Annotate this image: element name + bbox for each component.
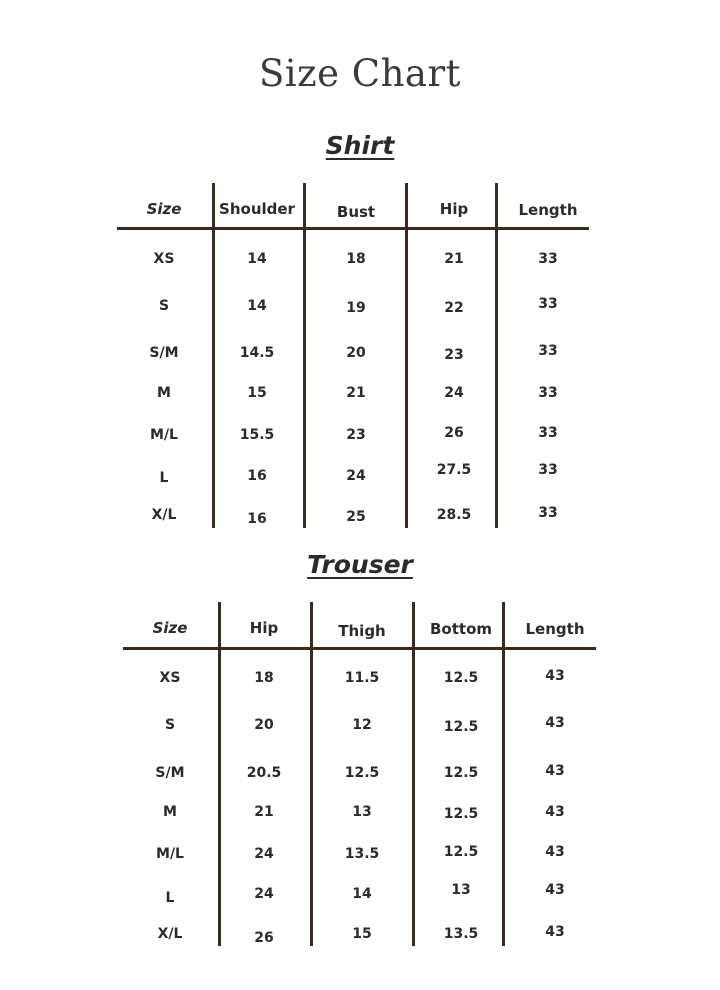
trouser-column-header: Hip xyxy=(249,619,279,637)
shirt-table-cell: 33 xyxy=(538,505,558,521)
shirt-table-cell: X/L xyxy=(151,507,177,523)
trouser-table-cell: 43 xyxy=(545,804,565,820)
trouser-table-cell: 24 xyxy=(254,846,274,862)
shirt-column-header: Shoulder xyxy=(219,200,295,218)
trouser-table-cell: 12.5 xyxy=(443,765,479,781)
shirt-table-cell: 33 xyxy=(538,251,558,267)
shirt-table-cell: 27.5 xyxy=(436,462,472,478)
shirt-table-cell: 23 xyxy=(346,427,366,443)
shirt-table-cell: 14 xyxy=(247,251,267,267)
shirt-table-cell: 25 xyxy=(346,509,366,525)
trouser-table-cell: 13 xyxy=(451,882,471,898)
shirt-table-cell: 33 xyxy=(538,343,558,359)
shirt-table-cell: 21 xyxy=(346,385,366,401)
trouser-table-cell: 11.5 xyxy=(344,670,380,686)
trouser-table-cell: 26 xyxy=(254,930,274,946)
shirt-table-cell: 16 xyxy=(247,468,267,484)
trouser-table-cell: 13.5 xyxy=(344,846,380,862)
shirt-header-divider xyxy=(117,227,589,230)
shirt-table-cell: L xyxy=(159,470,169,486)
shirt-section-title: Shirt xyxy=(325,131,395,160)
trouser-table-cell: 14 xyxy=(352,886,372,902)
trouser-table-cell: 12.5 xyxy=(443,844,479,860)
shirt-table-cell: 33 xyxy=(538,462,558,478)
trouser-table-cell: 13 xyxy=(352,804,372,820)
trouser-table-cell: 18 xyxy=(254,670,274,686)
trouser-section-title: Trouser xyxy=(307,550,413,579)
shirt-table-cell: S xyxy=(158,298,170,314)
shirt-table-cell: 14 xyxy=(247,298,267,314)
shirt-table-cell: M xyxy=(157,385,171,401)
trouser-column-header: Bottom xyxy=(429,620,492,638)
shirt-table-cell: S/M xyxy=(149,345,179,361)
trouser-table-cell: 12.5 xyxy=(443,719,479,735)
trouser-table-cell: 21 xyxy=(254,804,274,820)
trouser-table-cell: 20.5 xyxy=(246,765,282,781)
trouser-table-cell: 43 xyxy=(545,844,565,860)
trouser-table-cell: 15 xyxy=(352,926,372,942)
trouser-table-cell: 24 xyxy=(254,886,274,902)
shirt-table-cell: 28.5 xyxy=(436,507,472,523)
shirt-table-cell: 19 xyxy=(346,300,366,316)
trouser-table-cell: M xyxy=(163,804,177,820)
trouser-header-divider xyxy=(123,647,596,650)
shirt-table-cell: 24 xyxy=(346,468,366,484)
shirt-table-cell: 33 xyxy=(538,425,558,441)
shirt-column-header: Length xyxy=(518,201,578,219)
shirt-column-header: Bust xyxy=(336,203,376,221)
trouser-table-cell: 43 xyxy=(545,882,565,898)
trouser-column-header: Length xyxy=(525,620,585,638)
trouser-table-cell: M/L xyxy=(156,846,184,862)
shirt-table-cell: 23 xyxy=(444,347,464,363)
trouser-table-cell: S xyxy=(164,717,176,733)
trouser-table-cell: XS xyxy=(159,670,181,686)
trouser-column-header: Size xyxy=(152,619,188,637)
trouser-table-cell: 12.5 xyxy=(443,670,479,686)
shirt-table-cell: 22 xyxy=(444,300,464,316)
shirt-table-cell: 20 xyxy=(346,345,366,361)
shirt-table-cell: 33 xyxy=(538,296,558,312)
trouser-table-cell: 12.5 xyxy=(443,806,479,822)
shirt-table-cell: XS xyxy=(153,251,175,267)
trouser-table-cell: 13.5 xyxy=(443,926,479,942)
shirt-table-cell: 16 xyxy=(247,511,267,527)
shirt-table-cell: 21 xyxy=(444,251,464,267)
trouser-table-cell: X/L xyxy=(157,926,183,942)
trouser-table-cell: 43 xyxy=(545,715,565,731)
shirt-column-header: Size xyxy=(146,200,182,218)
shirt-column-header: Hip xyxy=(439,200,469,218)
trouser-table-cell: 43 xyxy=(545,668,565,684)
shirt-table-cell: 14.5 xyxy=(239,345,275,361)
trouser-table-cell: L xyxy=(165,890,175,906)
shirt-table-cell: 18 xyxy=(346,251,366,267)
trouser-table-cell: S/M xyxy=(155,765,185,781)
trouser-table-cell: 12 xyxy=(352,717,372,733)
shirt-table-cell: 15 xyxy=(247,385,267,401)
shirt-table-cell: 33 xyxy=(538,385,558,401)
trouser-table-cell: 20 xyxy=(254,717,274,733)
trouser-table-cell: 12.5 xyxy=(344,765,380,781)
trouser-column-header: Thigh xyxy=(338,622,386,640)
shirt-table-cell: 24 xyxy=(444,385,464,401)
page-title: Size Chart xyxy=(258,52,462,95)
trouser-table-cell: 43 xyxy=(545,763,565,779)
shirt-table-cell: 15.5 xyxy=(239,427,275,443)
trouser-table-cell: 43 xyxy=(545,924,565,940)
shirt-table-cell: 26 xyxy=(444,425,464,441)
shirt-table-cell: M/L xyxy=(150,427,178,443)
